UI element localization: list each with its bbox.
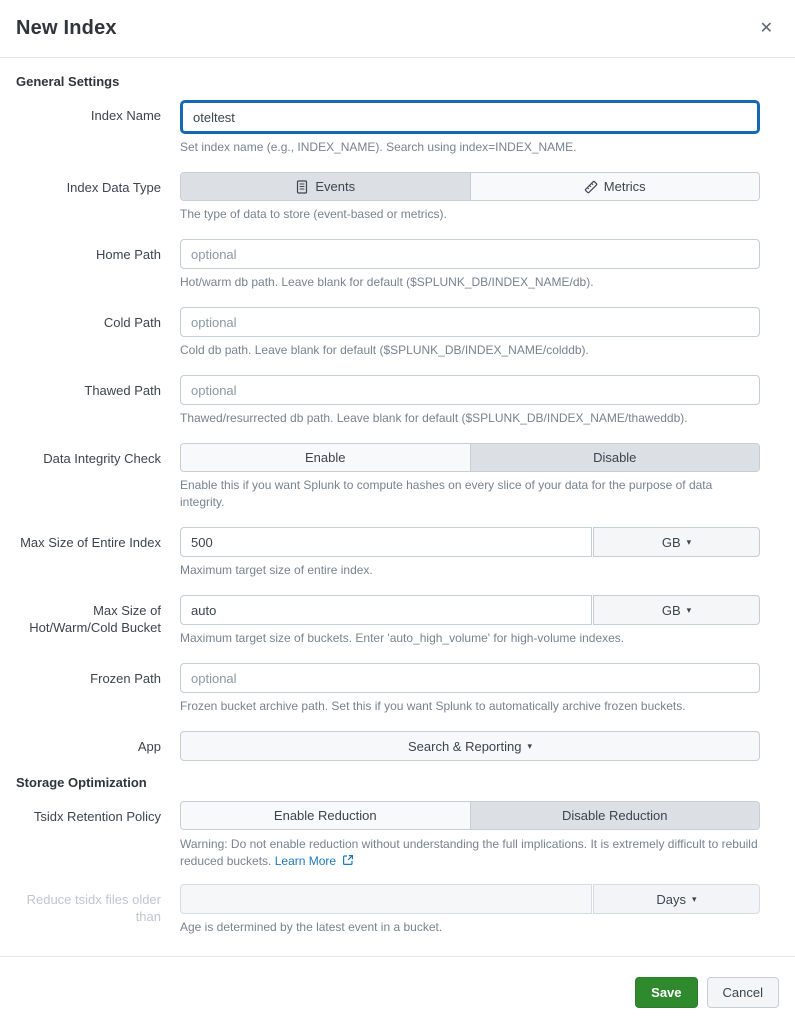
data-integrity-check-label: Data Integrity Check [43,451,161,466]
app-dropdown[interactable] [180,731,760,761]
dialog-footer [0,956,795,1024]
max-size-bucket-unit-dropdown[interactable] [593,595,760,625]
max-size-bucket-unit-label: GB [661,602,681,618]
caret-down-icon: ▾ [527,740,532,751]
enable-reduction-label: Enable Reduction [273,808,377,823]
home-path-label: Home Path [95,247,161,262]
caret-down-icon: ▾ [686,604,692,615]
data-integrity-toggle [180,443,760,472]
field-row-max-size-entire-index [16,527,779,579]
field-row-index-name [16,100,779,156]
field-row-frozen-path [16,663,779,715]
events-list-icon [295,180,309,194]
section-general-settings: General Settings [16,74,120,89]
max-size-entire-index-input[interactable] [180,527,592,557]
section-storage-optimization: Storage Optimization [16,775,147,790]
caret-down-icon: ▾ [692,893,697,904]
frozen-path-help: Frozen bucket archive path. Set this if you want Splunk to automatically archive frozen buckets. [180,699,686,713]
thawed-path-label: Thawed Path [84,383,161,398]
events-option-label: Events [315,179,356,194]
field-row-cold-path [16,307,779,359]
thawed-path-input[interactable] [180,375,760,405]
dialog-title: New Index [16,17,117,39]
save-button[interactable]: Save [635,977,697,1008]
cold-path-input[interactable] [180,307,760,337]
field-row-max-size-bucket [16,595,779,647]
cancel-button[interactable]: Cancel [707,977,779,1008]
frozen-path-input[interactable] [180,663,760,693]
field-row-home-path [16,239,779,291]
max-size-entire-index-group [180,527,760,557]
data-integrity-help: Enable this if you want Splunk to compute hashes on every slice of your data for the purpose of data integrity. [180,478,713,509]
tsidx-retention-warning [180,836,760,871]
index-data-type-toggle [180,172,760,201]
field-row-tsidx-retention [16,801,779,871]
dialog-header [0,0,795,58]
events-option-button[interactable] [181,173,471,200]
dialog-body [0,58,795,936]
tsidx-retention-toggle [180,801,760,830]
max-size-entire-index-unit-dropdown[interactable] [593,527,760,557]
reduce-tsidx-group [180,884,760,914]
data-integrity-enable-button[interactable] [181,444,471,471]
index-name-input[interactable] [180,100,760,134]
app-label: App [137,739,161,754]
max-size-entire-index-unit-label: GB [661,534,681,550]
reduce-tsidx-unit-dropdown [593,884,760,914]
close-icon: ✕ [759,19,773,37]
reduce-tsidx-unit-label: Days [656,891,687,907]
index-data-type-label: Index Data Type [66,180,161,195]
close-button[interactable] [754,17,779,41]
tsidx-retention-label: Tsidx Retention Policy [33,809,161,824]
index-name-label: Index Name [90,108,161,123]
max-size-bucket-input[interactable] [180,595,592,625]
external-link-icon[interactable] [342,854,354,871]
reduce-tsidx-input [180,884,592,914]
metrics-ruler-icon [584,180,598,194]
max-size-bucket-group [180,595,760,625]
data-integrity-disable-button[interactable] [471,444,760,471]
max-size-entire-index-help: Maximum target size of entire index. [180,563,373,577]
reduce-tsidx-help: Age is determined by the latest event in a bucket. [180,920,443,934]
reduce-tsidx-label: Reduce tsidx files older than [26,892,161,924]
max-size-bucket-label: Max Size of Hot/Warm/Cold Bucket [29,603,161,635]
max-size-entire-index-label: Max Size of Entire Index [20,535,161,550]
field-row-index-data-type [16,172,779,223]
enable-reduction-button[interactable] [181,802,471,829]
field-row-reduce-tsidx [16,884,779,936]
cold-path-help: Cold db path. Leave blank for default ($SPLUNK_DB/INDEX_NAME/colddb). [180,343,589,357]
caret-down-icon: ▾ [686,536,692,547]
app-dropdown-value: Search & Reporting [408,738,522,754]
thawed-path-help: Thawed/resurrected db path. Leave blank for default ($SPLUNK_DB/INDEX_NAME/thaweddb). [180,411,688,425]
learn-more-link[interactable]: Learn More [274,854,337,868]
home-path-input[interactable] [180,239,760,269]
data-integrity-disable-label: Disable [593,450,637,465]
frozen-path-label: Frozen Path [90,671,161,686]
data-integrity-enable-label: Enable [305,450,346,465]
field-row-data-integrity-check [16,443,779,511]
disable-reduction-label: Disable Reduction [561,808,668,823]
metrics-option-label: Metrics [603,179,646,194]
cold-path-label: Cold Path [103,315,161,330]
metrics-option-button[interactable] [471,173,760,200]
home-path-help: Hot/warm db path. Leave blank for default ($SPLUNK_DB/INDEX_NAME/db). [180,275,594,289]
index-name-help: Set index name (e.g., INDEX_NAME). Search using index=INDEX_NAME. [180,140,577,154]
tsidx-warning-text: Warning: Do not enable reduction without understanding the full implications. It is extremely difficult to rebuild reduced buckets. [180,837,758,868]
field-row-thawed-path [16,375,779,427]
index-data-type-help: The type of data to store (event-based or metrics). [180,207,447,221]
field-row-app [16,731,779,761]
disable-reduction-button[interactable] [471,802,760,829]
max-size-bucket-help: Maximum target size of buckets. Enter 'auto_high_volume' for high-volume indexes. [180,631,625,645]
